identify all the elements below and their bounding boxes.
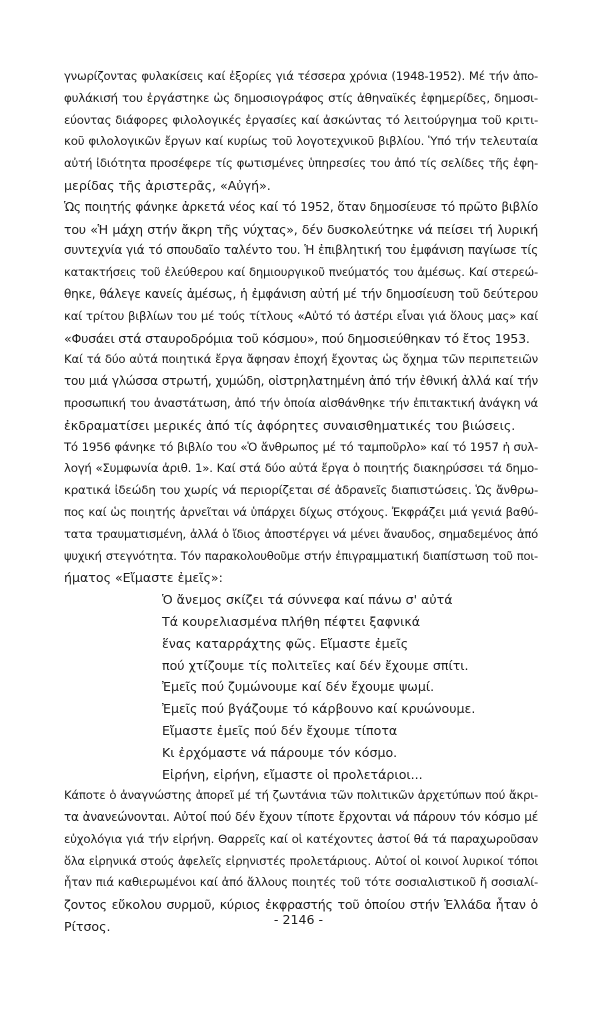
text-line: λογή «Συμφωνία ἀριθ. 1». Καί στά δύο αὐτά ἔργα ὁ ποιητής διακηρύσσει τά δημο- [64, 461, 538, 476]
text-line: ψυχική στεγνότητα. Τόν παρακολουθοῦμε στήν ἐπιγραμματική διαπίστωση τοῦ ποι- [64, 548, 538, 563]
text-line: ὅλα εἰρηνικά στούς ἀφελεῖς εἰρηνιστές προλετάριους. Αὐτοί οἱ κοινοί λυρικοί τόποι [64, 853, 538, 868]
poem-line: Εἴμαστε ἐμεῖς πού δέν ἔχουμε τίποτα [162, 722, 398, 738]
text-line: Ὡς ποιητής φάνηκε ἀρκετά νέος καί τό 1952, ὅταν δημοσίευσε τό πρῶτο βιβλίο [64, 199, 538, 214]
text-line: συντεχνία γιά τό σπουδαῖο ταλέντο του. Ἡ ἐπιβλητική του ἐμφάνιση παγίωσε τίς [64, 243, 538, 258]
text-line: ζοντος εὔκολου συρμοῦ, κύριος ἐκφραστής τοῦ ὁποίου στήν Ἑλλάδα ἦταν ὁ [64, 897, 538, 913]
text-line: τατα τραυματισμένη, ἀλλά ὁ ἴδιος ἀποστέργει νά μένει ἄναυδος, σημαδεμένος ἀπό [64, 526, 538, 541]
text-line: εύοντας διάφορες φιλολογικές ἐργασίες καί ἀσκώντας τό λειτούργημα τοῦ κριτι- [64, 112, 538, 127]
poem-line: πού χτίζουμε τίς πολιτεῖες καί δέν ἔχουμε σπίτι. [162, 657, 469, 673]
text-line: του «Ἡ μάχη στήν ἄκρη τῆς νύχτας», δέν δυσκολεύτηκε νά πείσει τή λυρική [64, 221, 538, 237]
text-line: κατακτήσεις τοῦ ἐλεύθερου καί δημιουργικοῦ πνεύματός του ἀμέσως. Καί στερεώ- [64, 265, 538, 280]
poem-line: Εἰρήνη, εἰρήνη, εἴμαστε οἱ προλετάριοι... [162, 766, 423, 782]
text-line: προσωπική του ἀναστάτωση, ἀπό τήν ὁποία αἰσθάνθηκε τήν ἐπιτακτική ἀνάγκη νά [64, 395, 538, 410]
text-line: Καί τά δύο αὐτά ποιητικά ἔργα ἄφησαν ἐποχή ἔχοντας ὡς ὄχημα τῶν περιπετειῶν [64, 352, 538, 367]
body-text [64, 66, 538, 938]
text-line: κρατικά ἰδεώδη του χωρίς νά περιορίζεται σέ ἀδρανεῖς διαπιστώσεις. Ὡς ἄνθρω- [64, 483, 538, 498]
text-line: μερίδας τῆς ἀριστερᾶς, «Αὐγή». [64, 177, 271, 193]
text-line: του μιά γλώσσα στρωτή, χυμώδη, οἰστρηλατημένη ἀπό τήν ἐθνική ἀλλά καί τήν [64, 374, 538, 389]
text-line: Ρίτσος. [64, 919, 111, 935]
text-line: φυλάκισή του ἐργάστηκε ὡς δημοσιογράφος στίς ἀθηναϊκές ἐφημερίδες, δημοσι- [64, 90, 538, 105]
text-line: Τό 1956 φάνηκε τό βιβλίο του «Ὁ ἄνθρωπος μέ τό ταμποῦρλο» καί τό 1957 ἡ συλ- [64, 439, 538, 454]
text-line: ἐκδραματίσει μερικές ἀπό τίς ἀφόρητες συναισθηματικές του βιώσεις. [64, 417, 516, 433]
text-line: πος καί ὡς ποιητής ἀρνεῖται νά ὑπάρχει δίχως στόχους. Ἐκφράζει μιά γενιά βαθύ- [64, 504, 538, 519]
poem-line: Τά κουρελιασμένα πλήθη πέφτει ξαφνικά [162, 613, 421, 629]
text-line: γνωρίζοντας φυλακίσεις καί ἐξορίες γιά τέσσερα χρόνια (1948-1952). Μέ τήν ἀπο- [64, 69, 538, 83]
text-line: ήματος «Εἴμαστε ἐμεῖς»: [64, 570, 223, 586]
poem-line: Ἐμεῖς πού βγάζουμε τό κάρβουνο καί κρυώνουμε. [162, 701, 476, 717]
poem-line: Ὁ ἄνεμος σκίζει τά σύννεφα καί πάνω σ' αὐτά [162, 592, 453, 608]
text-line: καί τρίτου βιβλίων του μέ τούς τίτλους «Αὐτό τό ἀστέρι εἶναι γιά ὅλους μας» καί [64, 308, 538, 323]
poem-line: ἕνας καταρράχτης φῶς. Εἴμαστε ἐμεῖς [162, 635, 409, 651]
text-line: εὐχολόγια γιά τήν εἰρήνη. Θαρρεῖς καί οἱ κατέχοντες ἀστοί θά τά παραχωροῦσαν [64, 831, 538, 846]
poem-line: Κι ἐρχόμαστε νά πάρουμε τόν κόσμο. [162, 744, 398, 760]
text-line: ἦταν πιά καθιερωμένοι καί ἀπό ἄλλους ποιητές τοῦ τότε σοσιαλιστικοῦ ἤ σοσιαλί- [64, 875, 538, 890]
text-line: Κάποτε ὁ ἀναγνώστης ἀπορεῖ μέ τή ζωντάνια τῶν πολιτικῶν ἀρχετύπων πού ἄκρι- [64, 788, 538, 803]
text-line: αὐτή ἰδιότητα προσέφερε τίς φωτισμένες ὑπηρεσίες του ἀπό τίς σελίδες τῆς ἐφη- [64, 156, 538, 171]
text-line: τα ἀνανεώνονται. Αὐτοί πού δέν ἔχουν τίποτε ἔρχονται νά πάρουν τόν κόσμο μέ [64, 810, 538, 825]
poem-line: Ἐμεῖς πού ζυμώνουμε καί δέν ἔχουμε ψωμί. [162, 679, 435, 695]
text-line: κοῦ φιλολογικῶν ἔργων καί κυρίως τοῦ λογοτεχνικοῦ βιβλίου. Ὑπό τήν τελευταία [64, 134, 538, 149]
page-number: - 2146 - [273, 912, 324, 927]
text-line: «Φυσάει στά σταυροδρόμια τοῦ κόσμου», πού δημοσιεύθηκαν τό ἔτος 1953. [64, 330, 530, 346]
text-line: θηκε, θάλεγε κανείς ἀμέσως, ἡ ἐμφάνιση αὐτή μέ τήν δημοσίευση τοῦ δεύτερου [64, 286, 538, 301]
